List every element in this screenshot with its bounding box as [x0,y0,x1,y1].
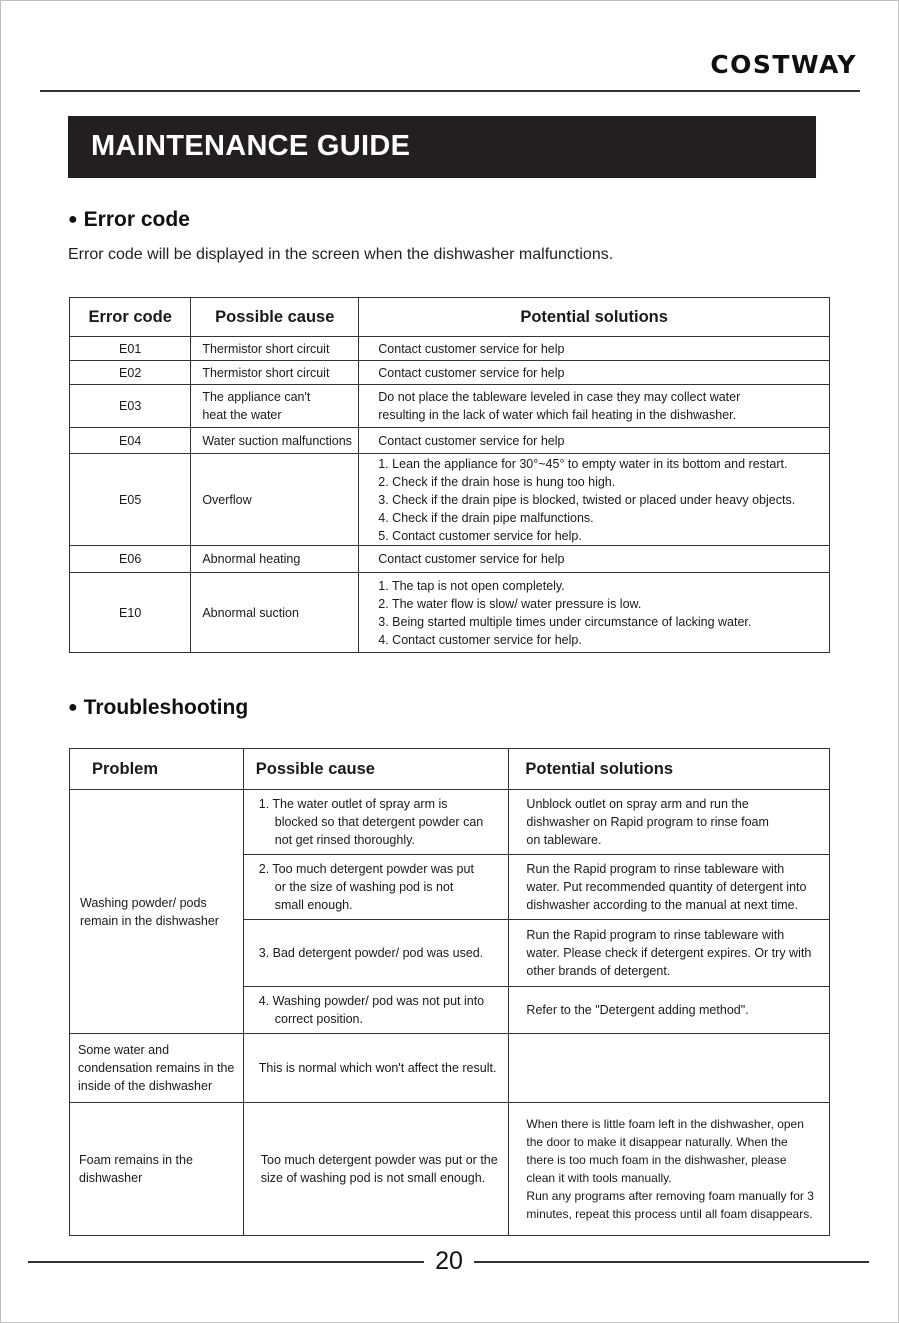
cause-cell [243,790,509,855]
bullet-icon: ● [68,699,78,716]
solution-line: Run any programs after removing foam manually for 3 [526,1189,814,1203]
solution-text: Contact customer service for help [359,337,830,361]
error-code: E04 [70,428,191,454]
error-code: E01 [70,337,191,361]
cause-line: correct position. [274,1012,363,1026]
solution-text: Contact customer service for help [359,361,830,385]
solution-line: minutes, repeat this process until all foam disappears. [526,1207,813,1221]
solution-text: Contact customer service for help [359,546,830,573]
solution-line: 2. The water flow is slow/ water pressure is low. [378,596,642,611]
table-row [70,1034,830,1103]
cause-cell [243,1103,509,1236]
error-code: E03 [70,385,191,428]
solution-line: water. Please check if detergent expires. Or try with [526,946,812,960]
cause-line: The appliance can't [202,390,311,404]
cause-cell [243,987,509,1034]
bullet-icon: ● [68,211,78,228]
solution-line: dishwasher according to the manual at next time. [526,898,799,912]
solution-line: 2. Check if the drain hose is hung too high. [378,474,616,489]
header-possible-cause: Possible cause [191,298,359,337]
cause-text: Thermistor short circuit [191,337,359,361]
solution-line: Refer to the "Detergent adding method". [526,1003,749,1017]
cause-line: small enough. [274,898,353,912]
troubleshooting-table-header [70,749,830,790]
troubleshooting-table [69,748,830,1236]
cause-line: blocked so that detergent powder can [274,815,484,829]
solution-text: Contact customer service for help [359,428,830,454]
solution-line: other brands of detergent. [526,964,671,978]
cause-line: 3. Bad detergent powder/ pod was used. [258,946,484,960]
error-code-table [69,297,830,653]
problem-cell [70,790,244,1034]
error-intro-text: Error code will be displayed in the screen when the dishwasher malfunctions. [68,246,614,263]
solution-line: clean it with tools manually. [526,1171,672,1185]
table-row [70,573,830,653]
solution-cell [509,1103,830,1236]
footer-rule-left [28,1261,424,1263]
solution-text [359,385,830,428]
cause-text: Water suction malfunctions [191,428,359,454]
error-code: E06 [70,546,191,573]
cause-line: Too much detergent powder was put or the [260,1153,498,1167]
solution-line: Do not place the tableware leveled in case they may collect water [378,390,741,404]
header-potential-solutions: Potential solutions [509,749,830,790]
title-banner [68,116,816,178]
cause-line: not get rinsed thoroughly. [274,833,415,847]
footer-rule-right [474,1261,869,1263]
cause-line: size of washing pod is not small enough. [260,1171,486,1185]
solution-line: on tableware. [526,833,602,847]
cause-text [191,385,359,428]
solution-cell-empty [509,1034,830,1103]
cause-text: Thermistor short circuit [191,361,359,385]
error-table-header [70,298,830,337]
solution-text [359,454,830,546]
solution-line: Unblock outlet on spray arm and run the [526,797,749,811]
solution-cell [509,855,830,920]
problem-line: remain in the dishwasher [80,913,219,928]
problem-cell [70,1103,244,1236]
error-code: E05 [70,454,191,546]
cause-line: 1. The water outlet of spray arm is [258,797,448,811]
table-row [70,454,830,546]
solution-cell [509,987,830,1034]
solution-cell [509,790,830,855]
solution-line: 1. Lean the appliance for 30°~45° to empty water in its bottom and restart. [378,456,788,471]
cause-line: This is normal which won't affect the result. [258,1061,497,1075]
solution-line: 4. Check if the drain pipe malfunctions. [378,510,594,525]
problem-line: Foam remains in the [79,1153,193,1167]
cause-line: or the size of washing pod is not [274,880,454,894]
cause-cell [243,855,509,920]
cause-line: 2. Too much detergent powder was put [258,862,474,876]
table-row [70,428,830,454]
banner-title: MAINTENANCE GUIDE [91,130,411,162]
solution-line: water. Put recommended quantity of detergent into [526,880,807,894]
solution-text [359,573,830,653]
solution-line: When there is little foam left in the dishwasher, open [526,1117,804,1131]
troubleshooting-heading [68,696,248,720]
solution-line: Run the Rapid program to rinse tableware with [526,928,785,942]
table-row [70,385,830,428]
cause-cell [243,1034,509,1103]
error-code: E02 [70,361,191,385]
solution-line: 5. Contact customer service for help. [378,528,582,543]
problem-line: Washing powder/ pods [80,895,207,910]
cause-line: 4. Washing powder/ pod was not put into [258,994,485,1008]
page-number: 20 [435,1247,463,1275]
solution-line: 3. Check if the drain pipe is blocked, twisted or placed under heavy objects. [378,492,796,507]
error-heading-text: Error code [83,208,190,231]
cause-line: heat the water [202,408,282,422]
solution-line: resulting in the lack of water which fail heating in the dishwasher. [378,408,737,422]
solution-line: dishwasher on Rapid program to rinse foam [526,815,769,829]
table-row [70,790,830,855]
cause-text: Overflow [191,454,359,546]
cause-cell [243,920,509,987]
problem-line: dishwasher [79,1171,143,1185]
header-problem: Problem [70,749,244,790]
cause-text: Abnormal suction [191,573,359,653]
brand-logo: COSTWAY [710,50,857,79]
cause-text: Abnormal heating [191,546,359,573]
solution-line: the door to make it disappear naturally. When the [526,1135,788,1149]
solution-line: there is too much foam in the dishwasher, please [526,1153,787,1167]
table-row [70,337,830,361]
header-error-code: Error code [70,298,191,337]
table-row [70,546,830,573]
solution-cell [509,920,830,987]
header-rule [40,90,860,92]
troubleshooting-heading-text: Troubleshooting [83,696,249,719]
table-row [70,361,830,385]
solution-line: 3. Being started multiple times under circumstance of lacking water. [378,614,752,629]
error-code: E10 [70,573,191,653]
solution-line: Run the Rapid program to rinse tableware with [526,862,785,876]
problem-cell [70,1034,244,1103]
table-row [70,1103,830,1236]
solution-line: 1. The tap is not open completely. [378,578,565,593]
problem-line: Some water and [78,1043,170,1057]
problem-line: inside of the dishwasher [78,1079,213,1093]
problem-line: condensation remains in the [78,1061,235,1075]
header-potential-solutions: Potential solutions [359,298,830,337]
header-possible-cause: Possible cause [243,749,509,790]
error-code-heading [68,208,190,232]
solution-line: 4. Contact customer service for help. [378,632,582,647]
